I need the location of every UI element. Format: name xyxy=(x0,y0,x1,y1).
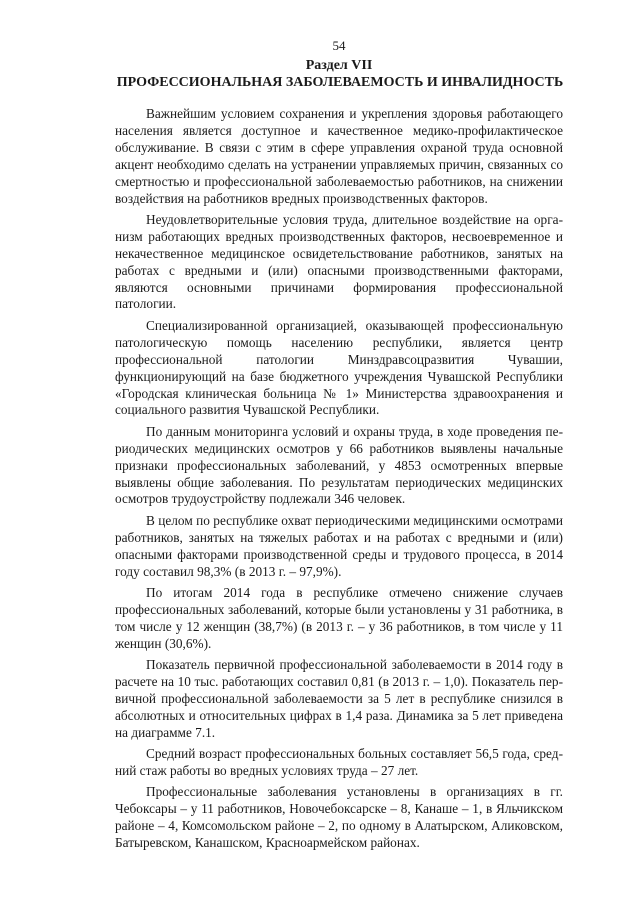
paragraph-9: Профессиональные заболевания установлены в организациях в гг. Чебоксары – у 11 работников, Новочебоксарске – 8, Канаше – 1, в Яльчикском районе – 4, Комсомольском районе – 2, по одному в Алатырском, Аликовском, Батыревском, Канашском, Красноармейском районах. xyxy=(115,784,563,851)
paragraph-6: По итогам 2014 года в республике отмечено снижение случаев профессиональных заболеваний, которые были установлены у 31 работника, в том числе у 12 женщин (38,7%) (в 2013 г. – у 36 работников, в том числе у 11 женщин (30,6%). xyxy=(115,584,563,651)
paragraph-2: Неудовлетворительные условия труда, длительное воздействие на организм работающих вредных производственных факторов, несвоевременное и некачественное медицинское освидетельствование работников, занятых на работах с вредными и (или) опасными производственными факторами, являются основными причинами формирования профессиональной патологии. xyxy=(115,211,563,312)
paragraph-8: Средний возраст профессиональных больных составляет 56,5 года, средний стаж работы во вредных условиях труда – 27 лет. xyxy=(115,746,563,779)
document-page xyxy=(115,38,563,857)
page-number: 54 xyxy=(332,38,346,53)
section-label: Раздел VII xyxy=(305,58,373,73)
paragraph-5: В целом по республике охват периодическими медицинскими осмотрами работников, занятых на тяжелых работах и на работах с вредными и (или) опасными факторами производственной среды и трудового процесса, в 2014 году составил 98,3% (в 2013 г. – 97,9%). xyxy=(115,512,563,579)
paragraph-1: Важнейшим условием сохранения и укрепления здоровья работающего населения является доступное и качественное медико-профилактическое обслуживание. В связи с этим в сфере управления охраной труда основной акцент необходимо сделать на устранении управляемых причин, связанных со смертностью и профессиональной заболеваемостью работников, на снижении воздействия на работников вредных производственных факторов. xyxy=(115,106,563,206)
paragraph-4: По данным мониторинга условий и охраны труда, в ходе проведения периодических медицинских осмотров у 66 работников выявлены начальные признаки профессиональных заболеваний, у 4853 осмотренных впервые выявлены общие заболевания. По результатам периодических медицинских осмотров трудоустройству подлежали 346 человек. xyxy=(115,423,563,507)
paragraph-3: Специализированной организацией, оказывающей профессиональную патологическую помощь населению республики, является центр профессиональной патологии Минздравсоцразвития Чувашии, функционирующий на базе бюджетного учреждения Чувашской Республики «Городская клиническая больница № 1» Министерства здравоохранения и социального развития Чувашской Республики. xyxy=(115,317,563,418)
section-title: ПРОФЕССИОНАЛЬНАЯ ЗАБОЛЕВАЕМОСТЬ И ИНВАЛИДНОСТЬ xyxy=(116,75,564,90)
paragraph-7: Показатель первичной профессиональной заболеваемости в 2014 году в расчете на 10 тыс. работающих составил 0,81 (в 2013 г. – 1,0). Показатель первичной профессиональной заболеваемости за 5 лет в республике снизился в абсолютных и относительных цифрах в 1,4 раза. Динамика за 5 лет приведена на диаграмме 7.1. xyxy=(115,657,563,740)
